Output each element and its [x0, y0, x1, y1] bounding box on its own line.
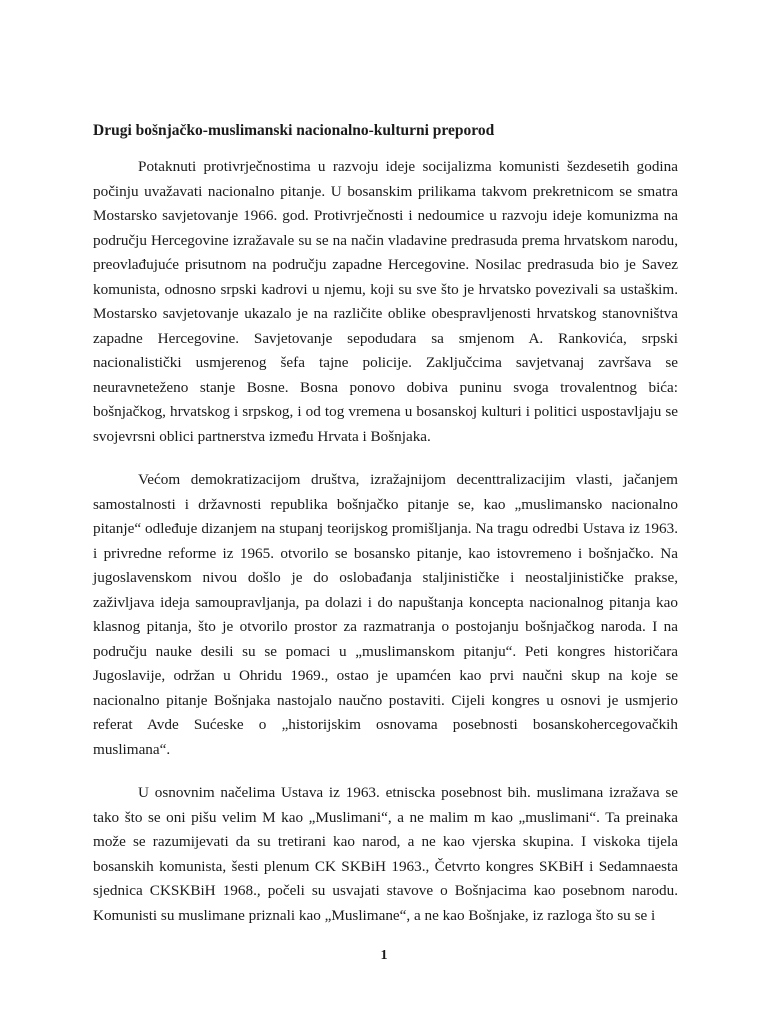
document-body — [93, 155, 678, 947]
document-heading: Drugi bošnjačko-muslimanski nacionalno-kulturni preporod — [93, 122, 495, 139]
paragraph-3: U osnovnim načelima Ustava iz 1963. etniscka posebnost bih. muslimana izražava se tako što se oni pišu velim M kao „Muslimani“, a ne malim m kao „muslimani“. Ta preinaka može se razumijevati da su tretirani kao narod, a ne kao vjerska skupina. I viskoka tijela bosanskih komunista, šesti plenum CK SKBiH 1963., Četvrto kongres SKBiH i Sedamnaesta sjednica CKSKBiH 1968., počeli su usvajati stavove o Bošnjacima kao posebnom narodu. Komunisti su muslimane priznali kao „Muslimane“, a ne kao Bošnjake, iz razloga što su se i — [93, 784, 678, 924]
paragraph-2: Većom demokratizacijom društva, izražajnijom decenttralizacijim vlasti, jačanjem samostalnosti i državnosti republika bošnjačko pitanje se, kao „muslimansko nacionalno pitanje“ odleđuje dizanjem na stupanj teorijskog promišljanja. Na tragu odredbi Ustava iz 1963. i privredne reforme iz 1965. otvorilo se bosansko pitanje, kao istovremeno i bošnjačko. Na jugoslavenskom nivou došlo je do oslobađanja staljinističke i neostaljinističke prakse, zaživljava ideja samoupravljanja, pa dolazi i do napuštanja koncepta nacionalnog pitanja kao klasnog pitanja, što je otvorilo prostor za razmatranja o postojanju bošnjačkog naroda. I na području nauke desili su se pomaci u „muslimanskom pitanju“. Peti kongres historičara Jugoslavije, održan u Ohridu 1969., ostao je upamćen kao prvi naučni skup na koje se nacionalno pitanje Bošnjaka nastojalo naučno postaviti. Cijeli kongres u osnovi je usmjerio referat Avde Sućeske o „historijskim osnovama posebnosti bosanskohercegovačkih muslimana“. — [93, 471, 678, 758]
paragraph-1: Potaknuti protivrječnostima u razvoju ideje socijalizma komunisti šezdesetih godina počinju uvažavati nacionalno pitanje. U bosanskim prilikama takvom prekretnicom se smatra Mostarsko savjetovanje 1966. god. Protivrječnosti i nedoumice u razvoju ideje komunizma na području Hercegovine izražavale su se na način vladavine predrasuda prema hrvatskom narodu, preovlađujuće prisutnom na području zapadne Hercegovine. Nosilac predrasuda bio je Savez komunista, odnosno srpski kadrovi u njemu, koji su sve što je hrvatsko povezivali sa ustaškim. Mostarsko savjetovanje ukazalo je na različite oblike obespravljenosti hrvatskog stanovništva zapadne Hercegovine. Savjetovanje sepodudara sa smjenom A. Rankovića, srpski nacionalistički usmjerenog šefa tajne policije. Zaključcima savjetvanaj završava se neuravneteženo stanje Bosne. Bosna ponovo dobiva puninu svoga trovalentnog bića: bošnjačkog, hrvatskog i srpskog, i od tog vremena u bosanskoj kulturi i politici uspostavljaju se svojevrsni oblici partnerstva između Hrvata i Bošnjaka. — [93, 158, 678, 445]
page-number: 1 — [380, 948, 388, 963]
